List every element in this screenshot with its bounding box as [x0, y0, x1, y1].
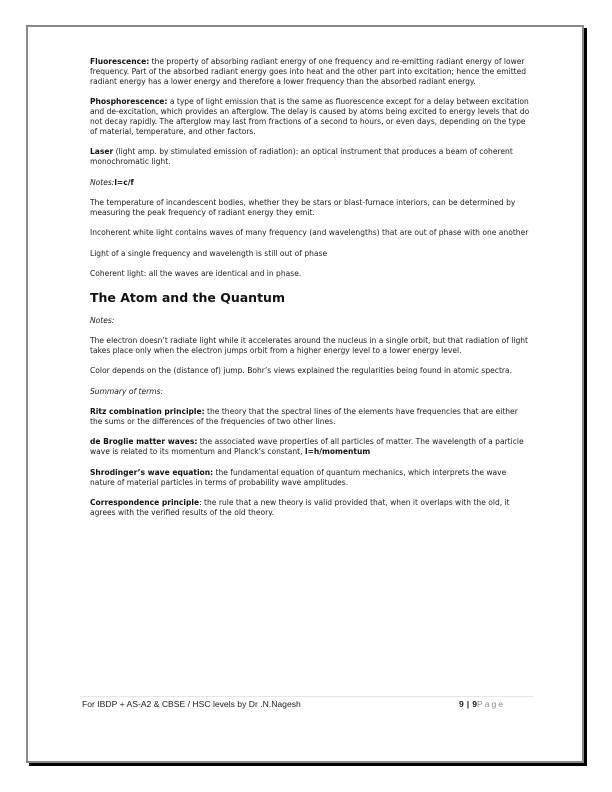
- section-heading: The Atom and the Quantum: [90, 289, 285, 305]
- term-laser: Laser: [90, 147, 114, 157]
- paragraph-ritz: [90, 407, 530, 427]
- definition-ritz: the theory that the spectral lines of the elements have frequencies that are either the sums or the differences of the frequencies of two other lines.: [90, 407, 518, 427]
- page-content: [90, 57, 530, 528]
- paragraph-schrodinger: [90, 468, 530, 488]
- paragraph-debroglie: [90, 437, 530, 457]
- definition-fluorescence: the property of absorbing radiant energy of one frequency and re-emitting radiant energy of lower frequency. Part of the absorbed radiant energy goes into heat and the other part into excitation; hence the emitted radiant energy has a lower energy and therefore a lower frequency than the absorbed radiant energy.: [90, 57, 527, 86]
- paragraph-electron: The electron doesn’t radiate light while it accelerates around the nucleus in a single orbit, but that radiation of light takes place only when the electron jumps orbit from a higher energy level to a lower energy level.: [90, 336, 529, 355]
- notes-label: Notes:: [90, 177, 115, 187]
- formula-debroglie: l=h/momentum: [304, 447, 371, 457]
- paragraph-color: Color depends on the (distance of) jump. Bohr’s views explained the regularities being found in atomic spectra.: [90, 366, 513, 376]
- term-ritz: Ritz combination principle:: [90, 407, 205, 417]
- page-separator: |: [466, 699, 470, 709]
- paragraph-temperature: The temperature of incandescent bodies, whether they be stars or blast-furnace interiors, can be determined by measuring the peak frequency of radiant energy they emit.: [90, 198, 516, 217]
- paragraph-incoherent: Incoherent white light contains waves of many frequency (and wavelengths) that are out of phase with one another: [90, 228, 529, 238]
- page-number: 9: [459, 699, 464, 709]
- paragraph-coherent: Coherent light: all the waves are identical and in phase.: [90, 269, 302, 279]
- paragraph-notes-formula: [90, 178, 530, 188]
- paragraph-phosphorescence: [90, 97, 530, 137]
- definition-phosphorescence: a type of light emission that is the same as fluorescence except for a delay between excitation and de-excitation, which provides an afterglow. The delay is caused by atoms being excited to energy levels that do not decay rapidly. The afterglow may last from fractions of a second to hours, or even days, depending on the type of material, temperature, and other factors.: [90, 97, 530, 136]
- definition-correspondence: : the rule that a new theory is valid provided that, when it overlaps with the old, it agrees with the verified results of the old theory.: [90, 498, 510, 517]
- term-fluorescence: Fluorescence:: [90, 57, 150, 66]
- paragraph-laser: [90, 147, 530, 167]
- footer-page-number: [459, 699, 505, 709]
- term-debroglie: de Broglie matter waves:: [90, 437, 198, 447]
- definition-schrodinger: the fundamental equation of quantum mechanics, which interprets the wave nature of material particles in terms of probability wave amplitudes.: [90, 467, 507, 487]
- definition-laser: (light amp. by stimulated emission of radiation): an optical instrument that produces a beam of coherent monochromatic light.: [90, 147, 513, 167]
- summary-of-terms-label: Summary of terms:: [90, 386, 164, 396]
- page-word: Page: [476, 699, 506, 709]
- paragraph-single-frequency: Light of a single frequency and wavelength is still out of phase: [90, 248, 328, 258]
- term-phosphorescence: Phosphorescence:: [90, 97, 168, 107]
- footer-divider: [80, 696, 534, 697]
- paragraph-correspondence: [90, 498, 530, 518]
- section-notes-label: Notes:: [90, 315, 115, 325]
- term-correspondence: Correspondence principle: [90, 498, 200, 508]
- page-number-repeat: 9: [472, 699, 477, 709]
- paragraph-fluorescence: [90, 57, 530, 87]
- footer-author-text: For IBDP + AS-A2 & CBSE / HSC levels by Dr .N.Nagesh: [82, 699, 301, 709]
- term-schrodinger: Shrodinger’s wave equation:: [90, 467, 214, 477]
- formula-wavelength: l=c/f: [114, 177, 134, 187]
- definition-debroglie: the associated wave properties of all particles of matter. The wavelength of a particle wave is related to its momentum and Planck’s constant,: [90, 437, 524, 457]
